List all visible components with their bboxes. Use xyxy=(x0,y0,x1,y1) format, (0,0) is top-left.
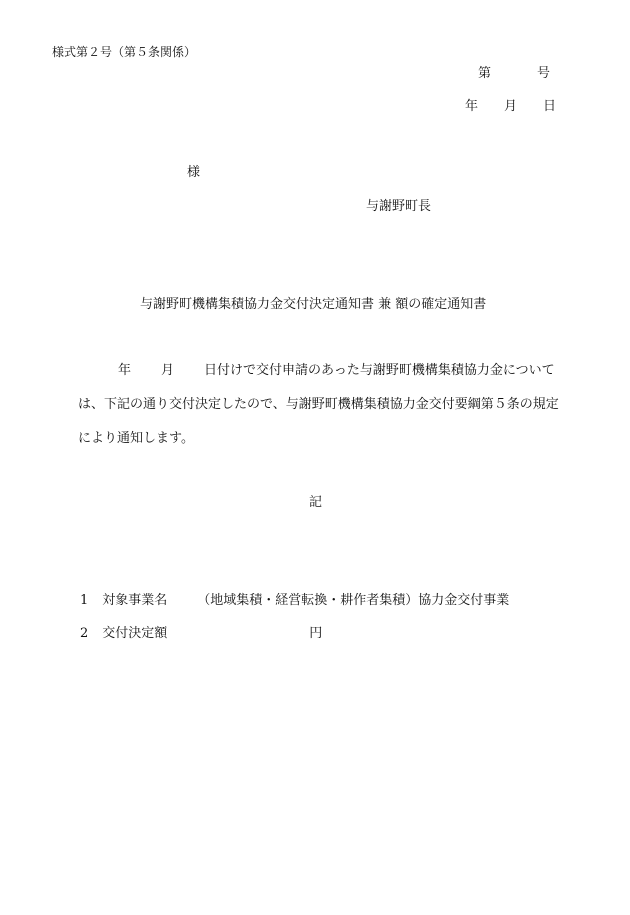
ki-heading: 記 xyxy=(309,495,323,510)
item-value: 円 xyxy=(309,626,323,641)
sender-name: 与謝野町長 xyxy=(366,199,432,214)
item-target-project xyxy=(80,594,509,607)
body-line-1 xyxy=(118,364,555,377)
date-day: 日 xyxy=(543,99,557,114)
document-date xyxy=(465,100,556,113)
item-grant-amount xyxy=(80,627,322,640)
item-value: （地域集積・経営転換・耕作者集積）協力金交付事業 xyxy=(197,593,510,608)
document-number-suffix: 号 xyxy=(537,66,551,81)
document-number-prefix: 第 xyxy=(478,66,492,81)
addressee-honorific: 様 xyxy=(187,165,201,180)
form-number: 様式第２号（第５条関係） xyxy=(52,45,197,59)
body-line-1-text: 日付けで交付申請のあった与謝野町機構集積協力金について xyxy=(204,363,555,378)
date-month: 月 xyxy=(504,99,518,114)
body-month: 月 xyxy=(161,363,175,378)
date-year: 年 xyxy=(465,99,479,114)
document-title: 与謝野町機構集積協力金交付決定通知書 兼 額の確定通知書 xyxy=(140,297,487,312)
item-label: 対象事業名 xyxy=(102,593,168,608)
item-label: 交付決定額 xyxy=(102,626,168,641)
body-line-3: により通知します。 xyxy=(78,431,194,446)
body-line-2: は、下記の通り交付決定したので、与謝野町機構集積協力金交付要綱第５条の規定 xyxy=(78,397,559,412)
document-number xyxy=(478,67,550,80)
item-number: 1 xyxy=(80,593,89,608)
item-number: 2 xyxy=(80,626,89,641)
body-year: 年 xyxy=(118,363,132,378)
